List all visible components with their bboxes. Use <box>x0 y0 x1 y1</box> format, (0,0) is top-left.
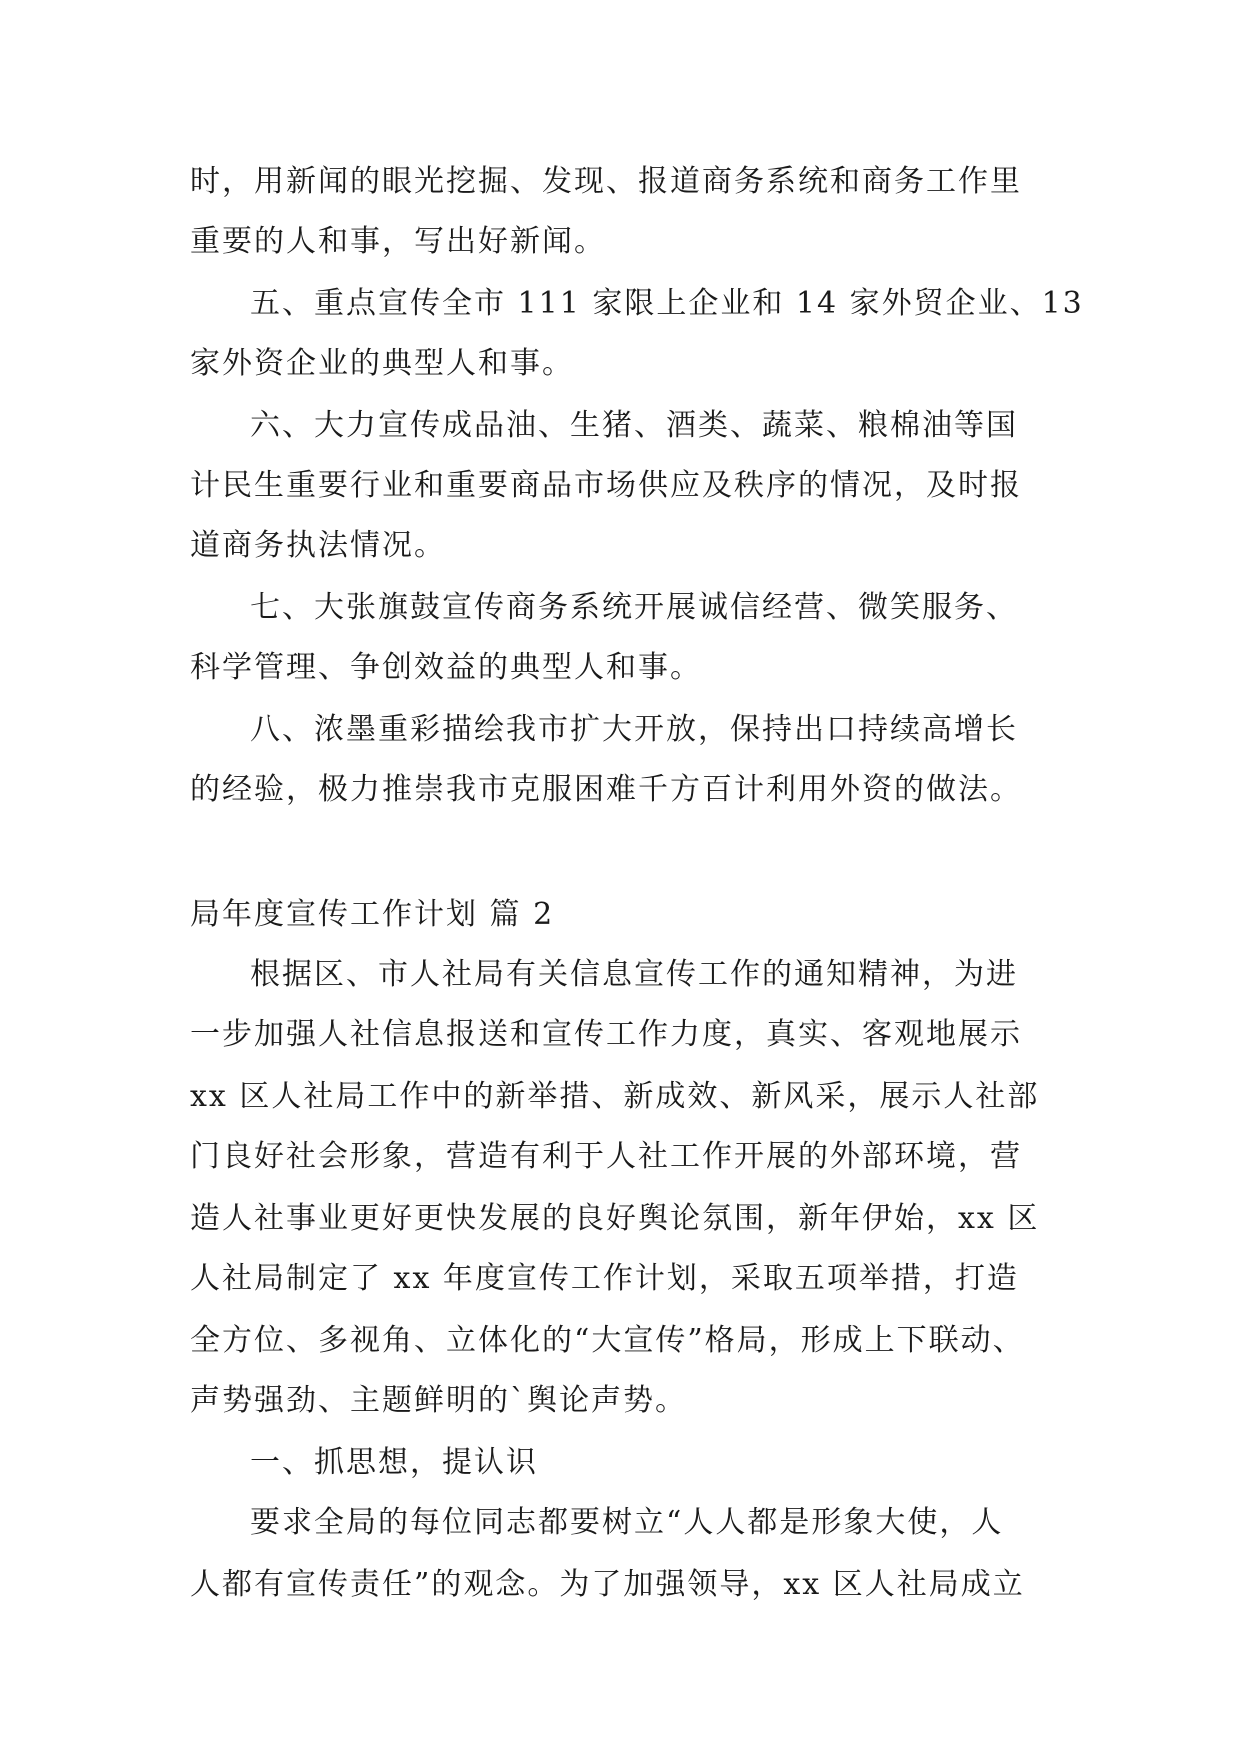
paragraph-line: 人都有宣传责任”的观念。为了加强领导，xx 区人社局成立 <box>190 1567 1025 1602</box>
paragraph-line: 五、重点宣传全市 111 家限上企业和 14 家外贸企业、13 <box>250 286 1084 321</box>
paragraph-line: 造人社事业更好更快发展的良好舆论氛围，新年伊始，xx 区 <box>190 1201 1040 1236</box>
paragraph-line: 六、大力宣传成品油、生猪、酒类、蔬菜、粮棉油等国 <box>250 408 1018 443</box>
paragraph-line: 八、浓墨重彩描绘我市扩大开放，保持出口持续高增长 <box>250 712 1018 747</box>
paragraph-line: 声势强劲、主题鲜明的`舆论声势。 <box>190 1383 687 1418</box>
paragraph-line: 根据区、市人社局有关信息宣传工作的通知精神，为进 <box>250 957 1018 992</box>
paragraph-line: 时，用新闻的眼光挖掘、发现、报道商务系统和商务工作里 <box>190 164 1022 199</box>
paragraph-line: 一步加强人社信息报送和宣传工作力度，真实、客观地展示 <box>190 1017 1022 1052</box>
paragraph-line: 道商务执法情况。 <box>190 528 446 563</box>
paragraph-line: 家外资企业的典型人和事。 <box>190 346 574 381</box>
subsection-heading: 一、抓思想，提认识 <box>250 1445 538 1480</box>
section-heading: 局年度宣传工作计划 篇 2 <box>190 897 555 932</box>
paragraph-line: 的经验，极力推崇我市克服困难千方百计利用外资的做法。 <box>190 772 1022 807</box>
paragraph-line: 门良好社会形象，营造有利于人社工作开展的外部环境，营 <box>190 1139 1022 1174</box>
paragraph-line: 科学管理、争创效益的典型人和事。 <box>190 650 702 685</box>
paragraph-line: 要求全局的每位同志都要树立“人人都是形象大使，人 <box>250 1505 1004 1540</box>
paragraph-line: 人社局制定了 xx 年度宣传工作计划，采取五项举措，打造 <box>190 1261 1019 1296</box>
paragraph-line: 重要的人和事，写出好新闻。 <box>190 224 606 259</box>
paragraph-line: 计民生重要行业和重要商品市场供应及秩序的情况，及时报 <box>190 468 1022 503</box>
paragraph-line: 全方位、多视角、立体化的“大宣传”格局，形成上下联动、 <box>190 1323 1025 1358</box>
paragraph-line: xx 区人社局工作中的新举措、新成效、新风采，展示人社部 <box>190 1079 1040 1114</box>
paragraph-line: 七、大张旗鼓宣传商务系统开展诚信经营、微笑服务、 <box>250 590 1018 625</box>
